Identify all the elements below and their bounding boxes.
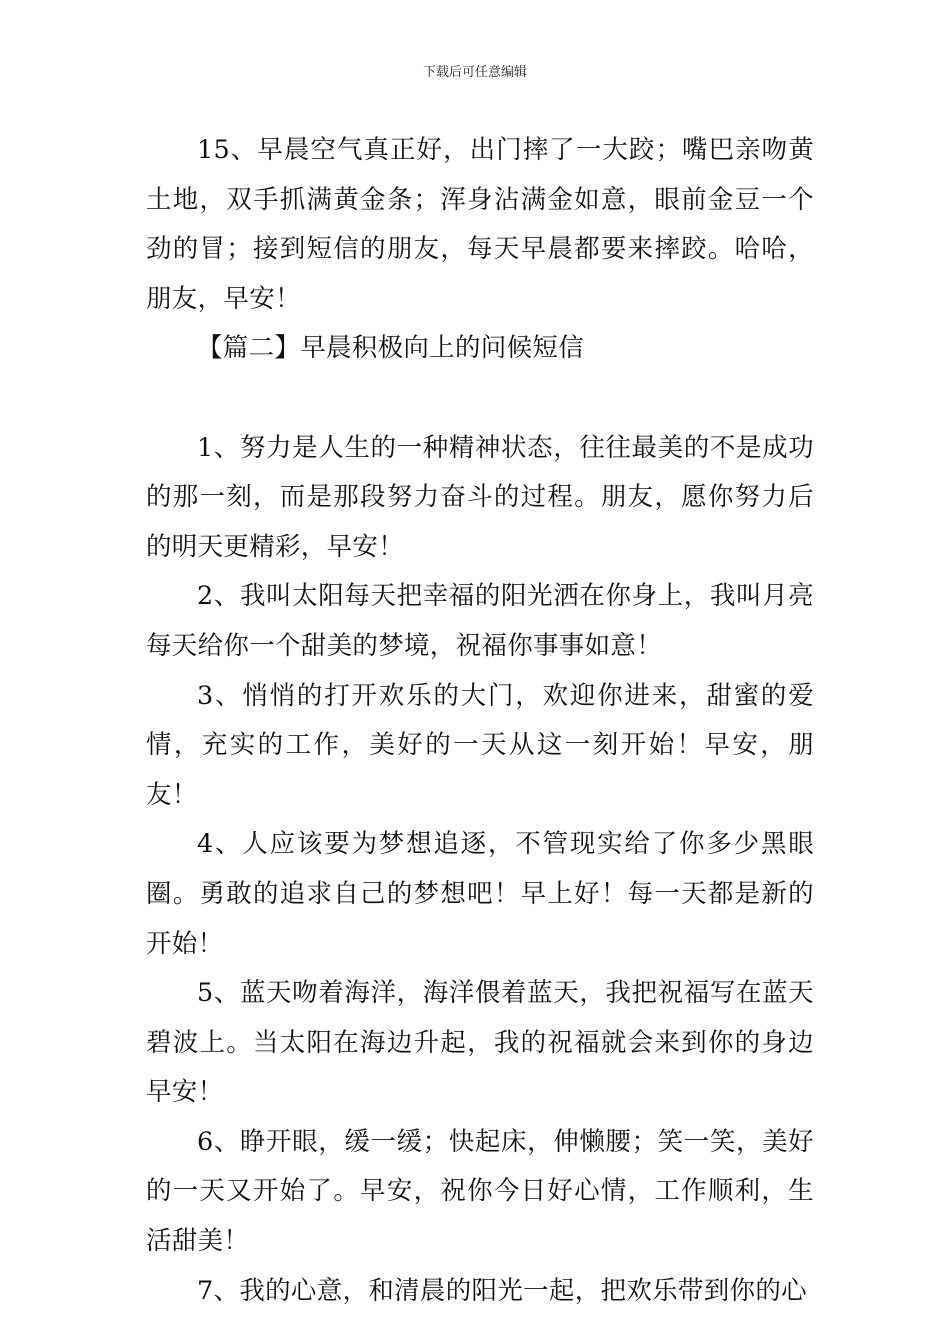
- paragraph-7: 7、我的心意，和清晨的阳光一起，把欢乐带到你的心: [197, 1275, 807, 1306]
- document-body: [146, 126, 814, 1316]
- section-title: 【篇二】早晨积极向上的问候短信: [197, 333, 585, 364]
- paragraph-2: 2、我叫太阳每天把幸福的阳光洒在你身上，我叫月亮每天给你一个甜美的梦境，祝福你事事如意！: [146, 581, 814, 661]
- paragraph-4: 4、人应该要为梦想追逐，不管现实给了你多少黑眼圈。勇敢的追求自己的梦想吧！早上好！每一天都是新的开始！: [146, 829, 814, 959]
- paragraph-5: 5、蓝天吻着海洋，海洋偎着蓝天，我把祝福写在蓝天碧波上。当太阳在海边升起，我的祝福就会来到你的身边早安！: [146, 978, 814, 1108]
- paragraph-15: 15、早晨空气真正好，出门摔了一大跤；嘴巴亲吻黄土地，双手抓满黄金条；浑身沾满金如意，眼前金豆一个劲的冒；接到短信的朋友，每天早晨都要来摔跤。哈哈，朋友，早安！: [146, 135, 814, 314]
- page-header: 下载后可任意编辑: [422, 65, 527, 80]
- paragraph-6: 6、睁开眼，缓一缓；快起床，伸懒腰；笑一笑，美好的一天又开始了。早安，祝你今日好心情，工作顺利，生活甜美！: [146, 1126, 814, 1257]
- paragraph-1: 1、努力是人生的一种精神状态，往往最美的不是成功的那一刻，而是那段努力奋斗的过程。朋友，愿你努力后的明天更精彩，早安！: [146, 432, 814, 562]
- paragraph-3: 3、悄悄的打开欢乐的大门，欢迎你进来，甜蜜的爱情，充实的工作，美好的一天从这一刻开始！早安，朋友！: [146, 680, 814, 810]
